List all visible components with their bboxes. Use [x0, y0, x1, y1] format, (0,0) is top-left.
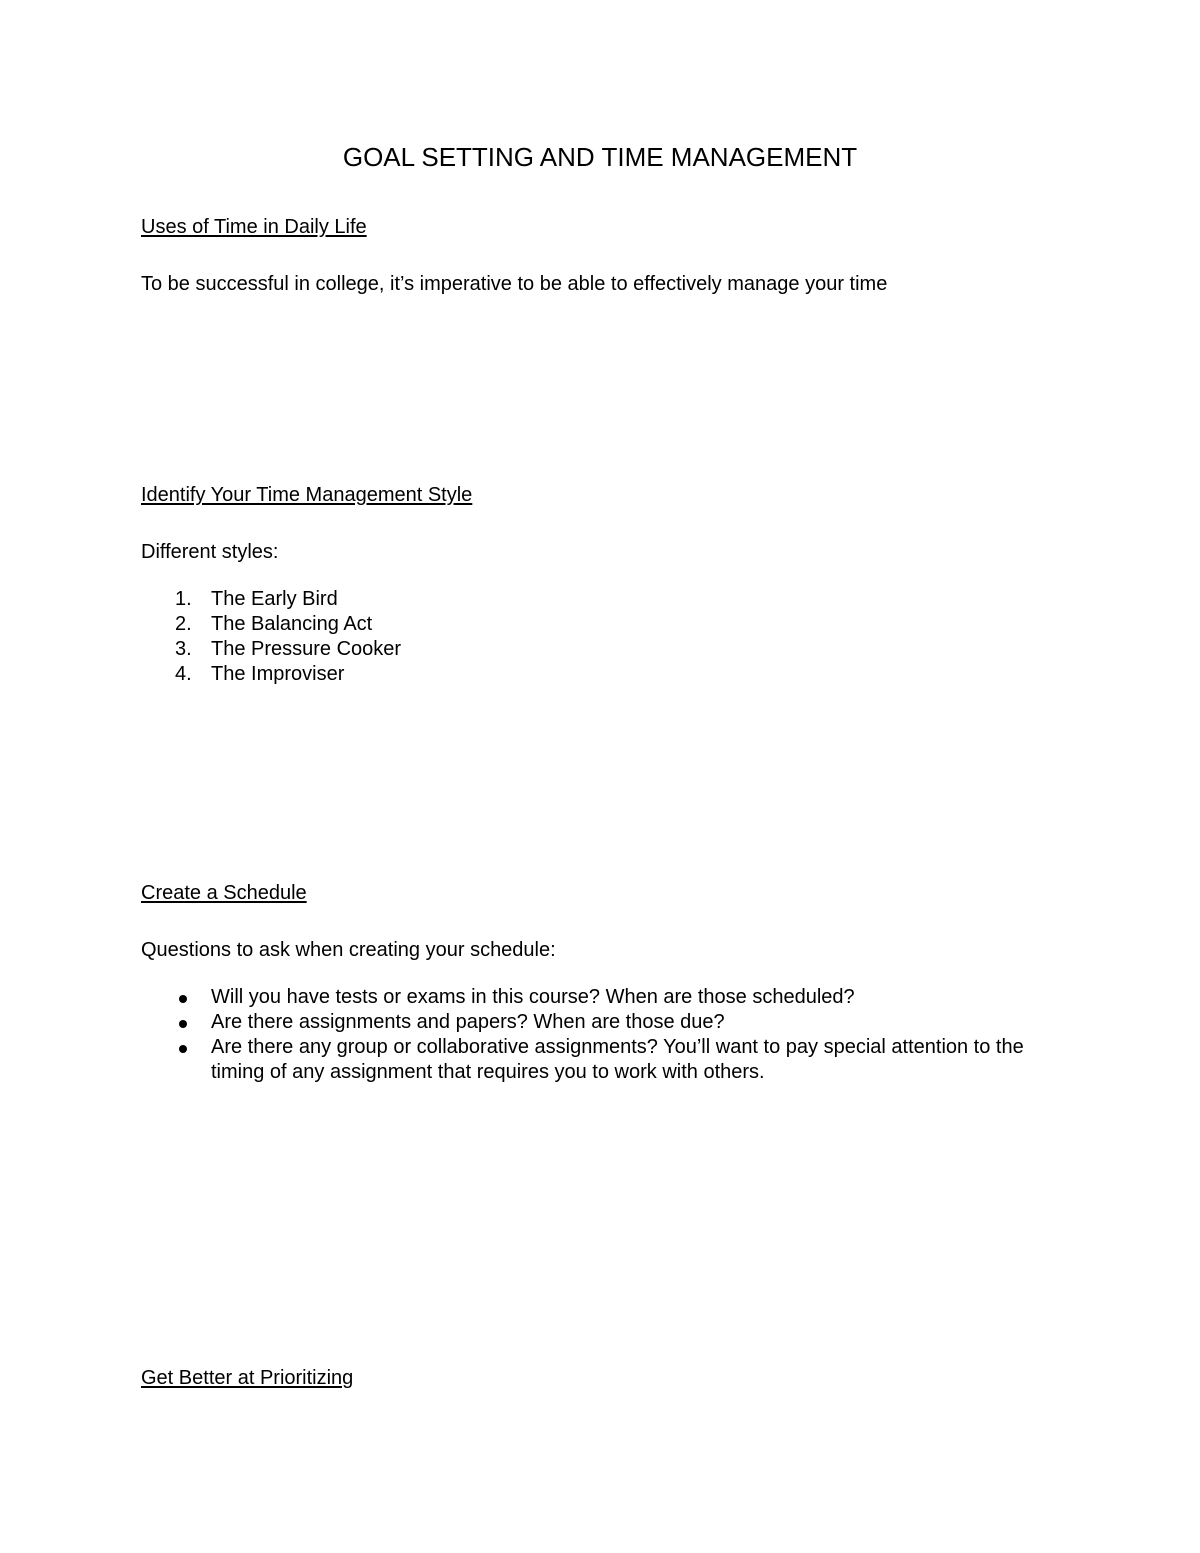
- bullet-icon: [179, 1045, 187, 1053]
- list-number: 4.: [175, 663, 192, 685]
- list-number: 2.: [175, 613, 192, 635]
- section-heading-create-schedule: Create a Schedule: [141, 882, 307, 904]
- list-item: [141, 637, 1071, 662]
- schedule-bullet-list: [141, 985, 1071, 1085]
- styles-numbered-list: [141, 587, 1071, 687]
- list-item: [141, 587, 1071, 612]
- list-item-text: The Balancing Act: [211, 613, 373, 635]
- list-number: 1.: [175, 588, 192, 610]
- section-heading-prioritizing: Get Better at Prioritizing: [141, 1367, 354, 1389]
- list-item: [141, 985, 1071, 1010]
- bullet-icon: [179, 1020, 187, 1028]
- list-item-text: Will you have tests or exams in this course? When are those scheduled?: [211, 986, 855, 1008]
- section-text-schedule-questions: Questions to ask when creating your schedule:: [141, 939, 556, 961]
- list-item: [141, 612, 1071, 637]
- bullet-icon: [179, 995, 187, 1003]
- list-item-text: Are there assignments and papers? When are those due?: [211, 1011, 725, 1033]
- list-item-text: Are there any group or collaborative assignments? You’ll want to pay special attention to the timing of any assignment that requires you to work with others.: [211, 1036, 1024, 1083]
- list-item-text: The Pressure Cooker: [211, 638, 402, 660]
- section-heading-time-management-style: Identify Your Time Management Style: [141, 484, 473, 506]
- page-title: GOAL SETTING AND TIME MANAGEMENT: [342, 142, 858, 172]
- section-heading-uses-of-time: Uses of Time in Daily Life: [141, 216, 367, 238]
- section-text-uses-of-time: To be successful in college, it’s imperative to be able to effectively manage your time: [141, 273, 888, 295]
- list-item: [141, 662, 1071, 687]
- list-item: [141, 1035, 1071, 1085]
- list-item: [141, 1010, 1071, 1035]
- list-number: 3.: [175, 638, 192, 660]
- section-text-different-styles: Different styles:: [141, 541, 279, 563]
- list-item-text: The Early Bird: [211, 588, 338, 610]
- list-item-text: The Improviser: [211, 663, 345, 685]
